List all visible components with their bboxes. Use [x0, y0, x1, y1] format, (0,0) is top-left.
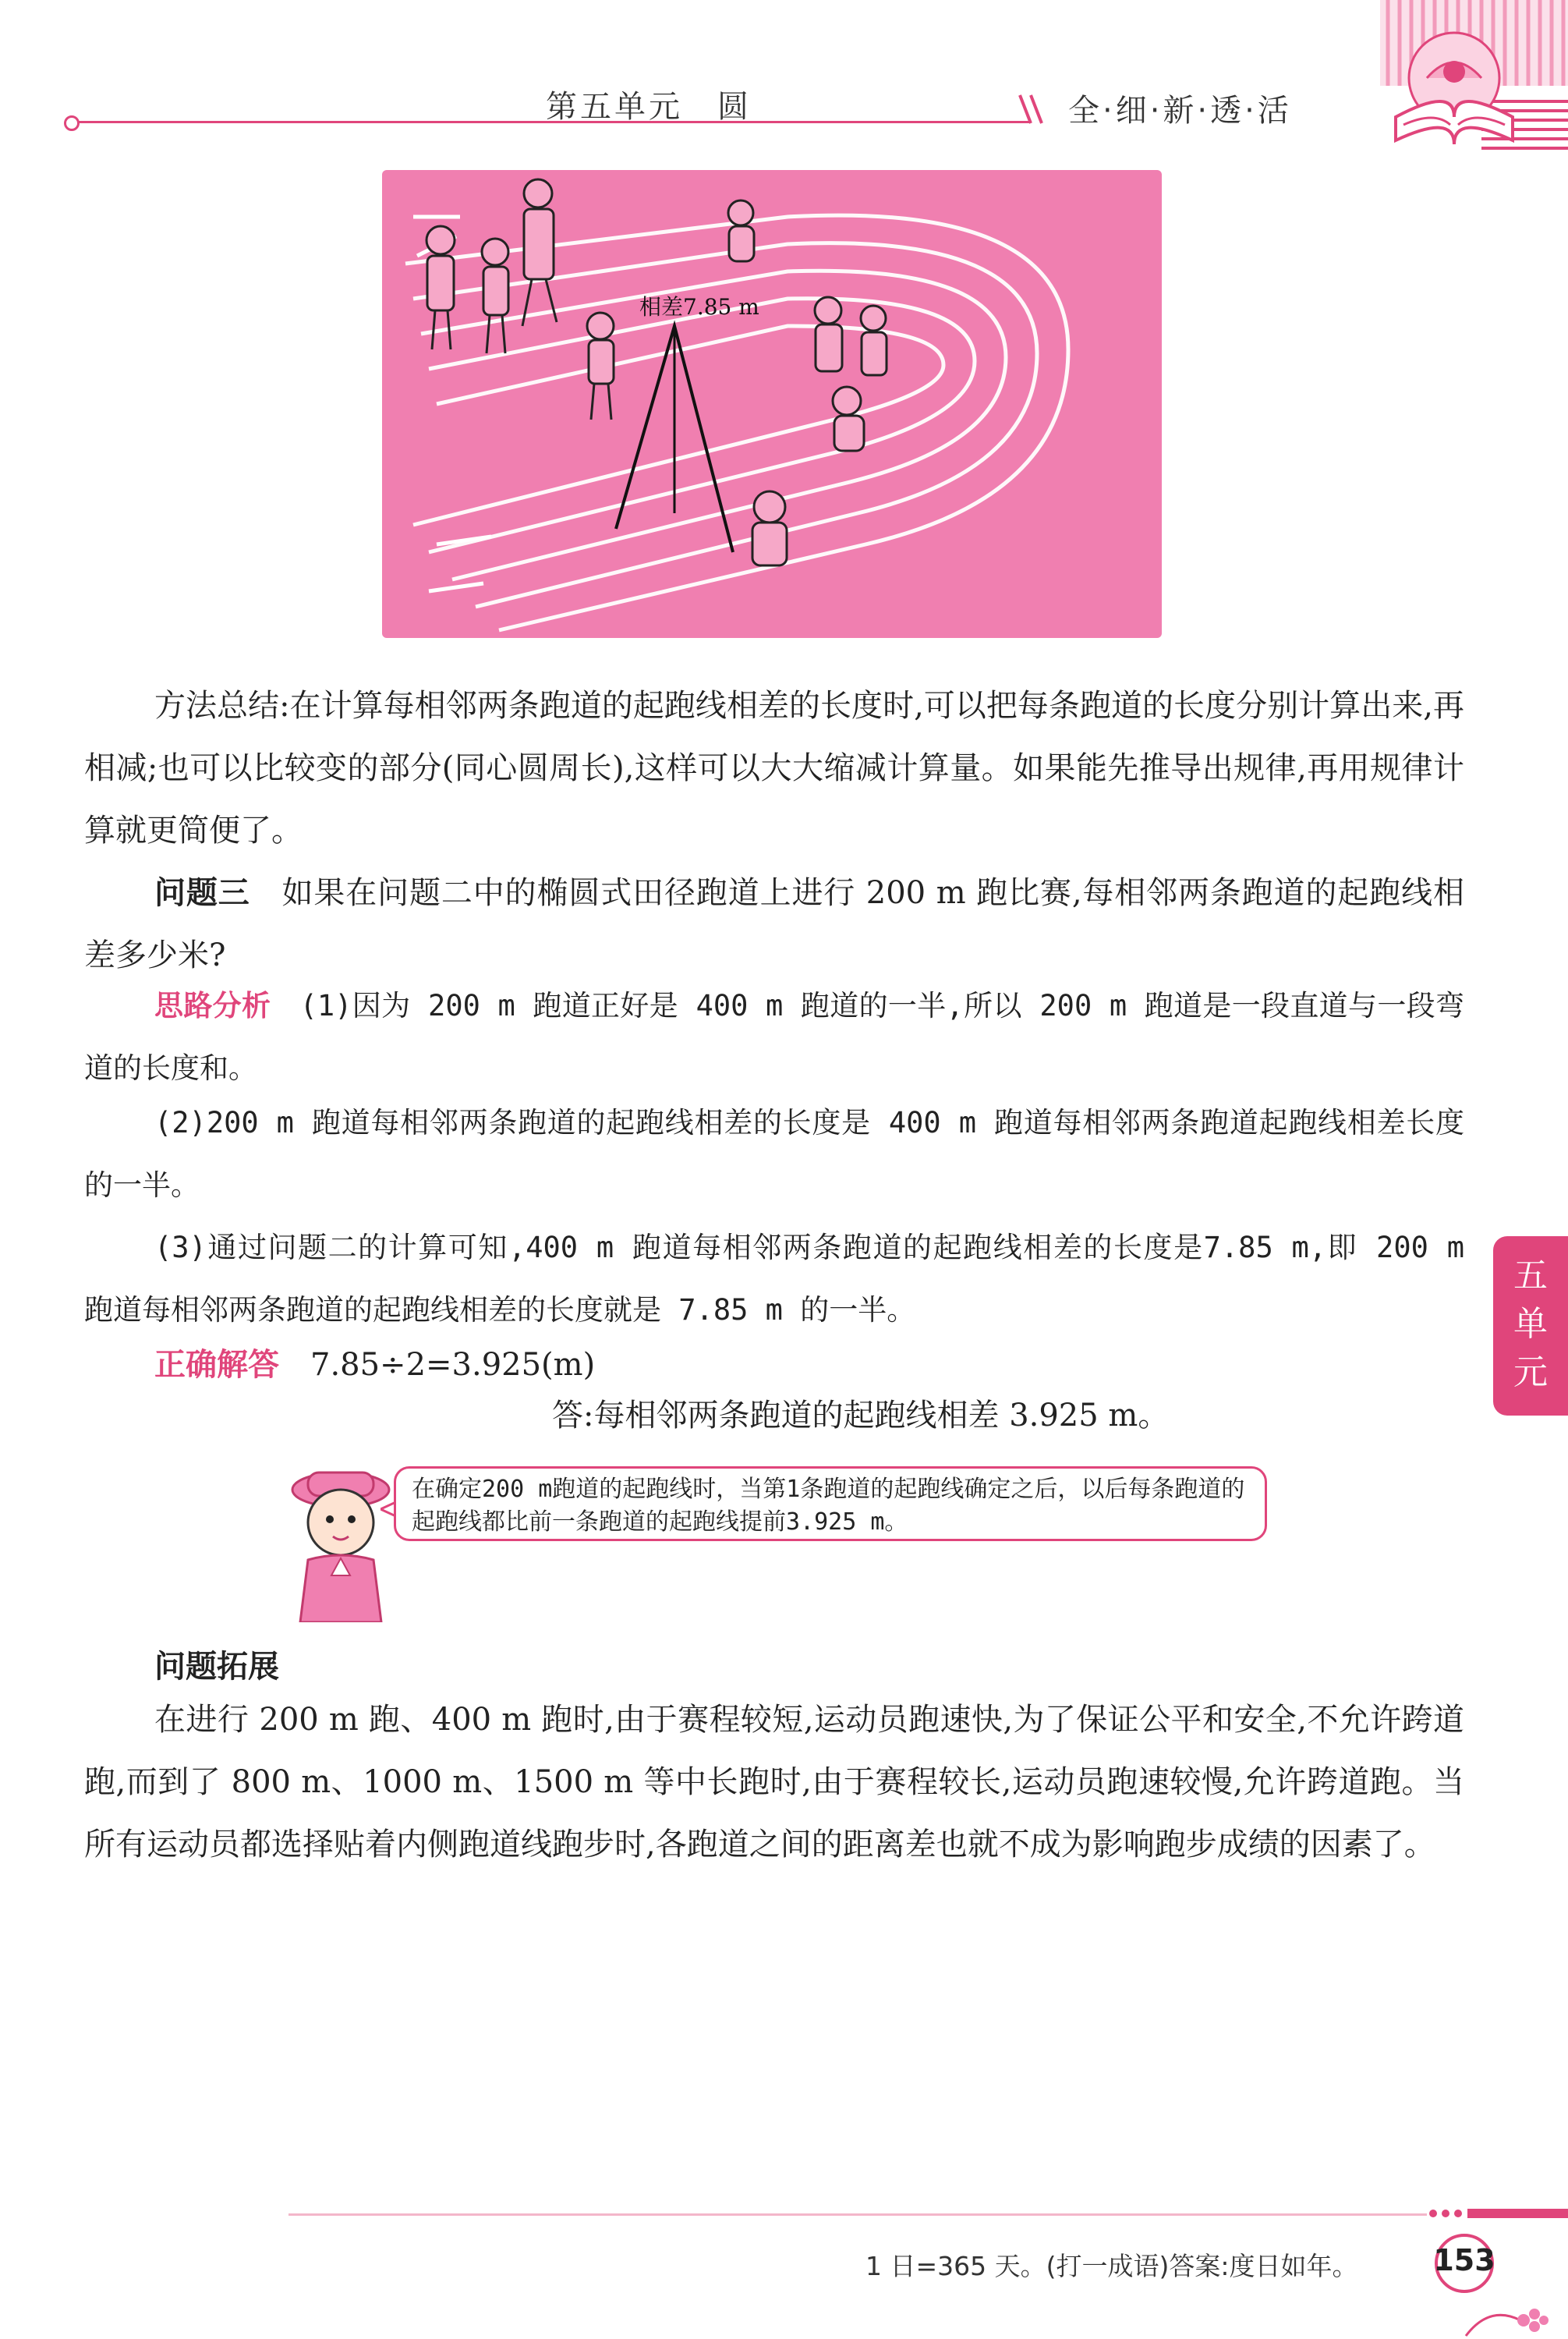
analysis-step-1-text: (1)因为 200 m 跑道正好是 400 m 跑道的一半,所以 200 m 跑道是一段直道与一段弯道的长度和。: [84, 989, 1464, 1085]
footer-riddle: 1 日=365 天。(打一成语)答案:度日如年。: [865, 2251, 1358, 2281]
footer-rule: [288, 2213, 1427, 2216]
header-dot: [64, 115, 80, 131]
footer-dots-decoration: [1427, 2204, 1568, 2223]
kid-mascot-icon: [277, 1458, 402, 1622]
extension-heading: 问题拓展: [154, 1649, 279, 1685]
page-number: 153: [1433, 2243, 1495, 2277]
question-text: 如果在问题二中的椭圆式田径跑道上进行 200 m 跑比赛,每相邻两条跑道的起跑线相差多少米?: [84, 875, 1465, 973]
slogan: 全·细·新·透·活: [1068, 93, 1292, 129]
track-difference-label: 相差7.85 m: [639, 294, 759, 320]
method-summary: 方法总结:在计算每相邻两条跑道的起跑线相差的长度时,可以把每条跑道的长度分别计算出来,再相减;也可以比较变的部分(同心圆周长),这样可以大大缩减计算量。如果能先推导出规律,再用规律计算就更简便了。: [84, 688, 1464, 849]
tip-speech-bubble: 在确定200 m跑道的起跑线时，当第1条跑道的起跑线确定之后，以后每条跑道的起跑线都比前一条跑道的起跑线提前3.925 m。: [394, 1466, 1267, 1541]
answer-calculation: [84, 1334, 1464, 1396]
running-track-illustration: [382, 170, 1162, 638]
analysis-step-3: (3)通过问题二的计算可知,400 m 跑道每相邻两条跑道的起跑线相差的长度是7.85 m,即 200 m 跑道每相邻两条跑道的起跑线相差的长度就是 7.85 m 的一半。: [84, 1231, 1464, 1327]
slash-decoration-icon: [1014, 94, 1053, 125]
answer-sentence: 答:每相邻两条跑道的起跑线相差 3.925 m。: [552, 1398, 1170, 1434]
answer-calc-text: 7.85÷2=3.925(m): [279, 1347, 596, 1383]
question-label: 问题三: [154, 875, 250, 911]
answer-label: 正确解答: [154, 1347, 279, 1383]
analysis-step-2: (2)200 m 跑道每相邻两条跑道的起跑线相差的长度是 400 m 跑道每相邻两条跑道起跑线相差长度的一半。: [84, 1106, 1464, 1202]
flower-decoration-icon: [1458, 2297, 1552, 2339]
open-book-logo-icon: [1380, 23, 1528, 156]
unit-title: 第五单元 圆: [546, 89, 752, 125]
extension-text: 在进行 200 m 跑、400 m 跑时,由于赛程较短,运动员跑速快,为了保证公平和安全,不允许跨道跑,而到了 800 m、1000 m、1500 m 等中长跑时,由于赛程较长,运动员跑速较慢,允许跨道跑。当所有运动员都选择贴着内侧跑道线跑步时,各跑道之间的距离差也就不成为影响跑步成绩的因素了。: [84, 1702, 1464, 1862]
question-three: [84, 862, 1464, 987]
analysis-label: 思路分析: [154, 989, 271, 1022]
unit-side-tab-label: 五单元: [1513, 1256, 1548, 1392]
analysis-step-1: [84, 975, 1464, 1100]
